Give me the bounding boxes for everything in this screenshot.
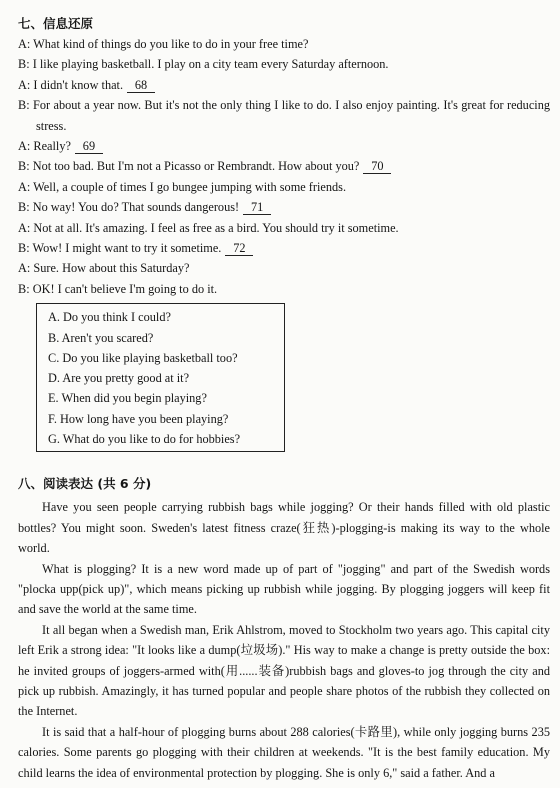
option-a: A. Do you think I could? [48, 310, 171, 325]
dialogue-text: OK! I can't believe I'm going to do it. [32, 281, 218, 296]
dialogue-text: I didn't know that. [33, 77, 124, 92]
dialogue-line-5 [18, 136, 550, 156]
passage-paragraph-1: Have you seen people carrying rubbish bags while jogging? Or their hands filled with old plastic bottles? You might soon. Sweden's latest fitness craze(狂热)-plogging-is making its way to the whole world. [18, 500, 550, 556]
dialogue-line-10 [18, 238, 550, 258]
option-g: G. What do you like to do for hobbies? [48, 432, 241, 447]
option-d: D. Are you pretty good at it? [48, 371, 190, 386]
passage-paragraph-3: It all began when a Swedish man, Erik Ahlstrom, moved to Stockholm two years ago. This capital city left Erik a strong idea: "It looks like a dump(垃圾场)." His way to make a change is pretty outside the box: he invited groups of joggers-armed with(用......装备)rubbish bags and gloves-to jog through the city and pick up rubbish. Amazingly, it has turned popular and people share photos of the rubbish they collected on the Internet. [18, 622, 550, 719]
dialogue [18, 34, 550, 299]
answer-blank-71[interactable]: 71 [243, 201, 271, 215]
speaker: A: [18, 139, 31, 154]
speaker: B: [18, 159, 30, 174]
dialogue-line-2 [18, 54, 550, 74]
speaker: B: [18, 98, 30, 113]
answer-blank-72[interactable]: 72 [225, 242, 253, 256]
options-box [36, 303, 285, 452]
worksheet-page [18, 14, 550, 783]
dialogue-line-8 [18, 197, 550, 217]
passage-paragraph-2: What is plogging? It is a new word made up of part of "jogging" and part of the Swedish words "plocka upp(pick up)", which means picking up rubbish while jogging. By plogging joggers will keep fit and save the world at the same time. [18, 561, 550, 617]
option-b: B. Aren't you scared? [48, 330, 154, 345]
dialogue-line-7 [18, 177, 550, 197]
dialogue-line-6 [18, 156, 550, 176]
dialogue-text: Not too bad. But I'm not a Picasso or Rembrandt. How about you? [32, 159, 360, 174]
speaker: B: [18, 200, 30, 215]
speaker: A: [18, 179, 31, 194]
dialogue-line-11 [18, 258, 550, 278]
dialogue-text: For about a year now. But it's not the only thing I like to do. I also enjoy painting. It's great for reducing stress. [33, 98, 550, 133]
speaker: A: [18, 37, 31, 51]
dialogue-text: Wow! I might want to try it sometime. [32, 241, 222, 256]
dialogue-text: What kind of things do you like to do in your free time? [33, 37, 309, 51]
speaker: B: [18, 241, 30, 256]
dialogue-line-12 [18, 279, 550, 299]
dialogue-line-9 [18, 218, 550, 238]
section-8-title: 八、阅读表达 (共 6 分) [18, 476, 152, 492]
reading-passage [18, 497, 550, 783]
option-e: E. When did you begin playing? [48, 391, 207, 406]
passage-paragraph-4: It is said that a half-hour of plogging burns about 288 calories(卡路里), while only jogging burns 235 calories. Some parents go plogging with their children at weekends. "It is the best family education. My child learns the idea of environmental protection by plogging. She is only 6," said a father. And a [18, 724, 550, 780]
dialogue-text: Really? [33, 139, 71, 154]
section-7-title: 七、信息还原 [18, 16, 94, 31]
dialogue-text: No way! You do? That sounds dangerous! [32, 200, 240, 215]
dialogue-text: Not at all. It's amazing. I feel as free as a bird. You should try it sometime. [33, 220, 399, 235]
speaker: B: [18, 57, 30, 72]
option-c: C. Do you like playing basketball too? [48, 350, 238, 365]
dialogue-line-4 [18, 95, 550, 136]
speaker: A: [18, 261, 31, 276]
speaker: A: [18, 77, 31, 92]
dialogue-text: I like playing basketball. I play on a city team every Saturday afternoon. [32, 57, 389, 72]
dialogue-text: Sure. How about this Saturday? [33, 261, 190, 276]
answer-blank-70[interactable]: 70 [363, 160, 391, 174]
dialogue-text: Well, a couple of times I go bungee jumping with some friends. [33, 179, 347, 194]
answer-blank-69[interactable]: 69 [75, 140, 103, 154]
speaker: B: [18, 281, 30, 296]
option-f: F. How long have you been playing? [48, 411, 229, 426]
dialogue-line-3 [18, 75, 550, 95]
dialogue-line-1 [18, 34, 550, 54]
speaker: A: [18, 220, 31, 235]
answer-blank-68[interactable]: 68 [127, 79, 155, 93]
